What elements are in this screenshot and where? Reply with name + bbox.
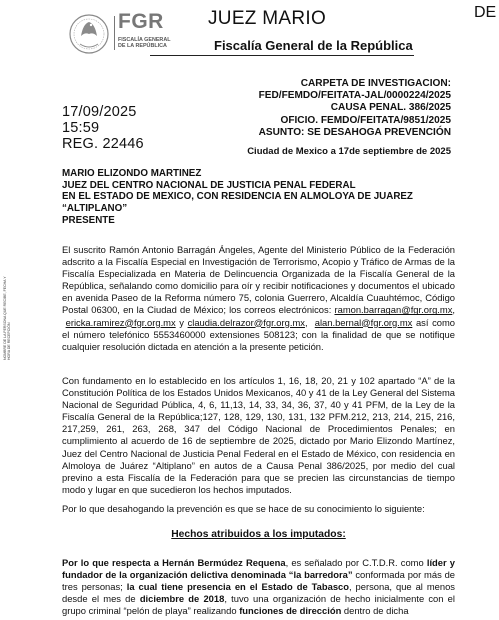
case-reference-block <box>259 78 451 139</box>
addressee-block <box>62 168 462 227</box>
place-and-date: Ciudad de Mexico a 17de septiembre de 2025 <box>247 146 451 157</box>
paragraph-facts <box>62 557 455 617</box>
corner-text: DE <box>474 4 497 21</box>
handwritten-header: JUEZ MARIO <box>208 8 327 29</box>
facts-bold-3: diciembre de 2018 <box>139 593 225 605</box>
email-link-4[interactable]: alan.bernal@fgr.org.mx <box>314 316 413 328</box>
facts-bold-4: funciones de dirección <box>239 605 342 617</box>
paragraph-statement: Por lo que desahogando la prevención es que se hace de su conocimiento lo siguiente: <box>62 503 425 514</box>
official-letter-number: OFICIO. FEMDO/FEITATA/9851/2025 <box>280 114 451 126</box>
addressee-presente: PRESENTE <box>62 214 115 226</box>
intro-text: El suscrito Ramón Antonio Barragán Ángeles, Agente del Ministerio Público de la Federación adscrito a la Fiscalía Especial en Investigación de Terrorismo, Acopio y Tráfico de Armas de la Fiscalía Especializada en Materia de Delincuencia Organizada de la Fiscalía General de la República, señalando como domicilio para oír y recibir notificaciones y documentos el ubicado en avenida Paseo de la Reforma número 75, colonia Guerrero, Alcaldía Cuauhtémoc, Código Postal 06300, en la Ciudad de México; los correos electrónicos: <box>62 244 455 316</box>
fgr-subtitle-line-2: DE LA REPÚBLICA <box>118 43 167 50</box>
case-file-number: FED/FEMDO/FEITATA-JAL/0000224/2025 <box>258 90 451 102</box>
fgr-subtitle-line-1: FISCALÍA GENERAL <box>118 37 171 43</box>
email-link-1[interactable]: ramon.barragan@fgr.org.mx <box>334 304 453 316</box>
institution-title: Fiscalía General de la República <box>214 38 413 53</box>
receipt-stamp <box>62 104 144 152</box>
stamp-time: 15:59 <box>62 120 100 136</box>
email-link-2[interactable]: ericka.ramirez@fgr.org.mx <box>65 316 176 328</box>
facts-bold-1: líder y fundador de la organización delictiva denominada “la barredora” <box>62 557 455 581</box>
intro-conjunction: y <box>175 316 188 328</box>
criminal-case-number: CAUSA PENAL. 386/2025 <box>330 102 451 114</box>
header-rule <box>150 55 414 56</box>
facts-text-2: conformada por más de tres personas; <box>62 569 455 593</box>
section-heading-text: Hechos atribuidos a los imputados: <box>171 529 346 540</box>
paragraph-introduction: El suscrito Ramón Antonio Barragán Ángeles, Agente del Ministerio Público de la Federación adscrito a la Fiscalía Especial en Investigación de Terrorismo, Acopio y Tráfico de Armas de la Fiscalía Especializada en Materia de Delincuencia Organizada de la Fiscalía General de la República, señalando como domicilio para oír y recibir notificaciones y documentos el ubicado en avenida Paseo de la Reforma número 75, colonia Guerrero, Alcaldía Cuauhtémoc, Código Postal 06300, en la Ciudad de México; los correos electrónicos: ramon.barragan@fgr.org.mx, ericka.ramirez@fgr.org.mx y claudia.delrazor@fgr.org.mx, alan.bernal@fgr.org.mx así como el número telefónico 5553460000 extensiones 508123; con la finalidad de que se notifique cualquier resolución dictada en atención a la presente petición. <box>62 244 455 352</box>
addressee-facility: “ALTIPLANO” <box>62 203 128 215</box>
fgr-logo-text: FGR <box>118 10 164 33</box>
facts-bold-2: la cual tiene presencia en el Estado de Tabasco <box>126 581 349 593</box>
facts-text-1: , es señalado por C.T.D.R. como <box>285 557 427 568</box>
addressee-title: JUEZ DEL CENTRO NACIONAL DE JUSTICIA PENAL FEDERAL <box>62 179 356 191</box>
case-file-label: CARPETA DE INVESTIGACION: <box>300 78 451 89</box>
mexican-eagle-seal-icon <box>68 10 110 58</box>
facts-text-5: dentro de dicha <box>341 605 409 617</box>
subject-line: ASUNTO: SE DESAHOGA PREVENCIÓN <box>258 126 451 138</box>
paragraph-legal-basis: Con fundamento en lo establecido en los artículos 1, 16, 18, 20, 21 y 102 apartado “A” de la Constitución Política de los Estados Unidos Mexicanos, 40 y 41 de la Ley General del Sistema Nacional de Seguridad Pública, 4, 6, 11,13, 14, 33, 34, 36, 37, 40 y 41 PFM, de la Ley de la Fiscalía General de la República;127, 128, 129, 130, 131, 132 PFM.212, 213, 214, 215, 216, 217,259, 261, 263, 268, 347 del Código Nacional de Procedimientos Penales; en cumplimiento al acuerdo de 16 de septiembre de 2025, dictado por Mario Elizondo Martínez, Juez del Centro Nacional de Justicia Penal Federal en el Estado de México, con residencia en Almoloya de Juárez “Altiplano” en autos de a Causa Penal 386/2025, por medio del cual previno a esta Fiscalía de la Federación para que se precien las circunstancias de tiempo modo y lugar en que sucedieron los hechos imputados. <box>62 375 455 495</box>
facts-subject: Por lo que respecta a Hernán Bermúdez Requena <box>62 557 286 568</box>
logo-divider <box>114 16 115 50</box>
section-heading <box>62 529 455 540</box>
email-link-3[interactable]: claudia.delrazor@fgr.org.mx <box>187 316 305 328</box>
addressee-location: EN EL ESTADO DE MEXICO, CON RESIDENCIA EN ALMOLOYA DE JUAREZ <box>62 191 413 203</box>
fgr-subtitle <box>118 37 171 50</box>
addressee-name: MARIO ELIZONDO MARTINEZ <box>62 168 202 179</box>
stamp-date: 17/09/2025 <box>62 104 137 120</box>
facts-text-4: , tuvo una organización de hecho inicialmente con el grupo criminal “pelón de playa” realizando <box>62 593 455 617</box>
stamp-registry: REG. 22446 <box>62 136 144 152</box>
intro-closing: así como el número telefónico 5553460000 extensiones 508123; con la finalidad de que se notifique cualquier resolución dictada en atención a la presente petición. <box>62 316 455 352</box>
facts-text-3: , persona, que al menos desde el mes de <box>62 581 455 605</box>
margin-receipt-note: NOMBRE DE LA PERSONA QUE RECIBE, FECHA Y HORA DE RECEPCIÓN <box>3 276 11 360</box>
